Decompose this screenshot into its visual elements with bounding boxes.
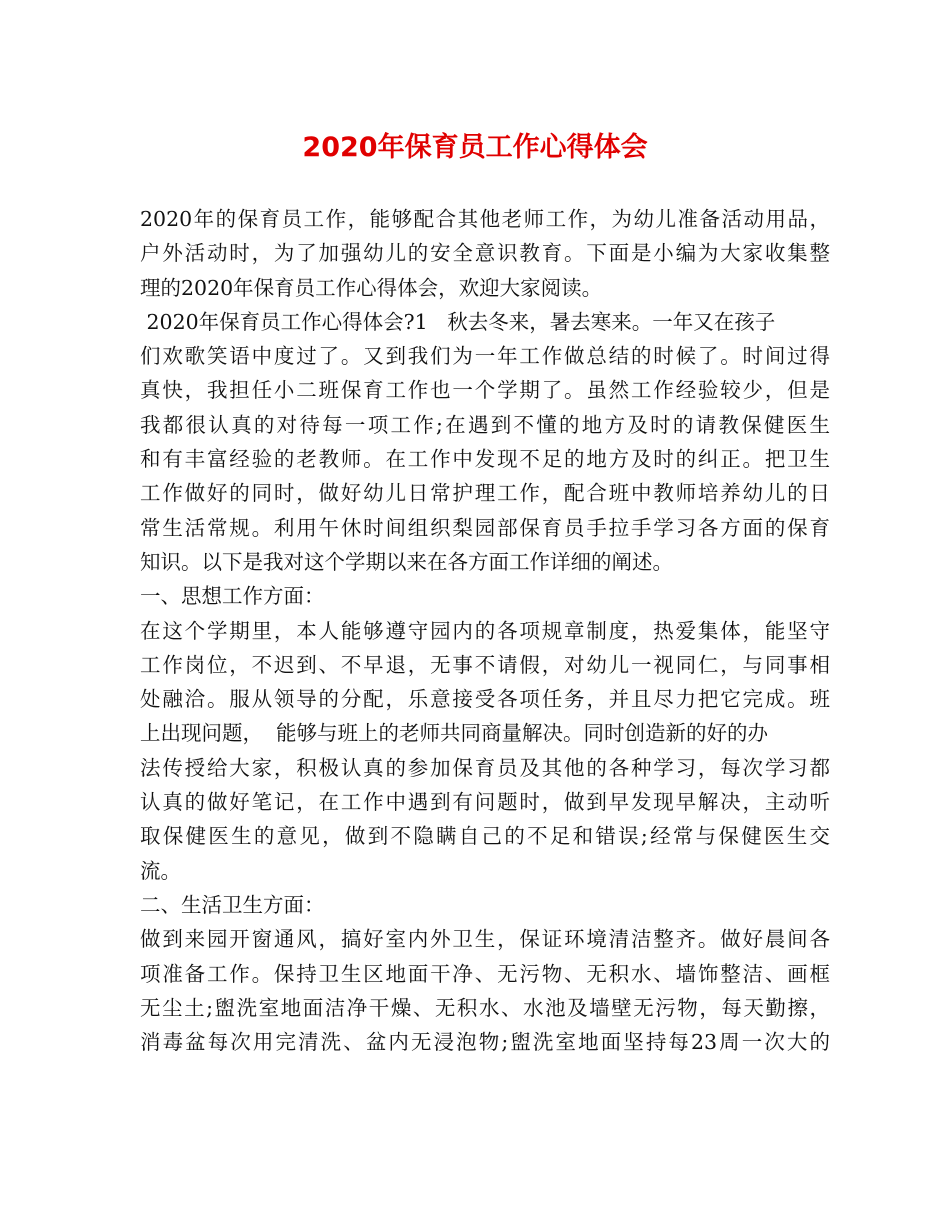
text-line: 处融洽。服从领导的分配，乐意接受各项任务，并且尽力把它完成。班	[140, 687, 830, 712]
text-line: 们欢歌笑语中度过了。又到我们为一年工作做总结的时候了。时间过得	[140, 344, 830, 369]
text-line: 项准备工作。保持卫生区地面干净、无污物、无积水、墙饰整洁、画框	[140, 961, 830, 986]
text-line: 2020年保育员工作心得体会?1 秋去冬来，暑去寒来。一年又在孩子	[140, 309, 776, 334]
text-line: 2020年的保育员工作，能够配合其他老师工作，为幼儿准备活动用品，	[140, 207, 830, 231]
text-line: 二、生活卫生方面：	[140, 892, 325, 917]
text-line: 我都很认真的对待每一项工作;在遇到不懂的地方及时的请教保健医生	[140, 412, 830, 437]
text-line: 法传授给大家，积极认真的参加保育员及其他的各种学习，每次学习都	[140, 755, 830, 780]
text-line: 常生活常规。利用午休时间组织梨园部保育员手拉手学习各方面的保育	[140, 515, 830, 540]
text-line: 取保健医生的意见，做到不隐瞒自己的不足和错误;经常与保健医生交	[140, 824, 830, 849]
text-line: 知识。以下是我对这个学期以来在各方面工作详细的阐述。	[140, 549, 673, 574]
text-line: 工作做好的同时，做好幼儿日常护理工作，配合班中教师培养幼儿的日	[140, 481, 830, 506]
text-line: 上出现问题， 能够与班上的老师共同商量解决。同时创造新的好的办	[140, 721, 769, 746]
text-line: 做到来园开窗通风，搞好室内外卫生，保证环境清洁整齐。做好晨间各	[140, 927, 830, 952]
text-line: 工作岗位，不迟到、不早退，无事不请假，对幼儿一视同仁，与同事相	[140, 652, 830, 677]
document-title: 2020年保育员工作心得体会	[302, 132, 648, 163]
text-line: 流。	[140, 858, 181, 883]
text-line: 无尘土;盥洗室地面洁净干燥、无积水、水池及墙壁无污物，每天勤擦，	[140, 995, 830, 1020]
document-body	[140, 202, 830, 1059]
text-line: 户外活动时，为了加强幼儿的安全意识教育。下面是小编为大家收集整	[140, 241, 830, 266]
text-line: 理的2020年保育员工作心得体会，欢迎大家阅读。	[140, 275, 603, 300]
text-line: 在这个学期里，本人能够遵守园内的各项规章制度，热爱集体，能坚守	[140, 618, 830, 643]
text-line: 和有丰富经验的老教师。在工作中发现不足的地方及时的纠正。把卫生	[140, 447, 830, 472]
text-line: 消毒盆每次用完清洗、盆内无浸泡物;盥洗室地面坚持每23周一次大的	[140, 1030, 830, 1055]
text-line: 真快，我担任小二班保育工作也一个学期了。虽然工作经验较少，但是	[140, 378, 830, 403]
text-line: 认真的做好笔记，在工作中遇到有问题时，做到早发现早解决，主动听	[140, 790, 830, 815]
text-line: 一、思想工作方面：	[140, 584, 325, 609]
